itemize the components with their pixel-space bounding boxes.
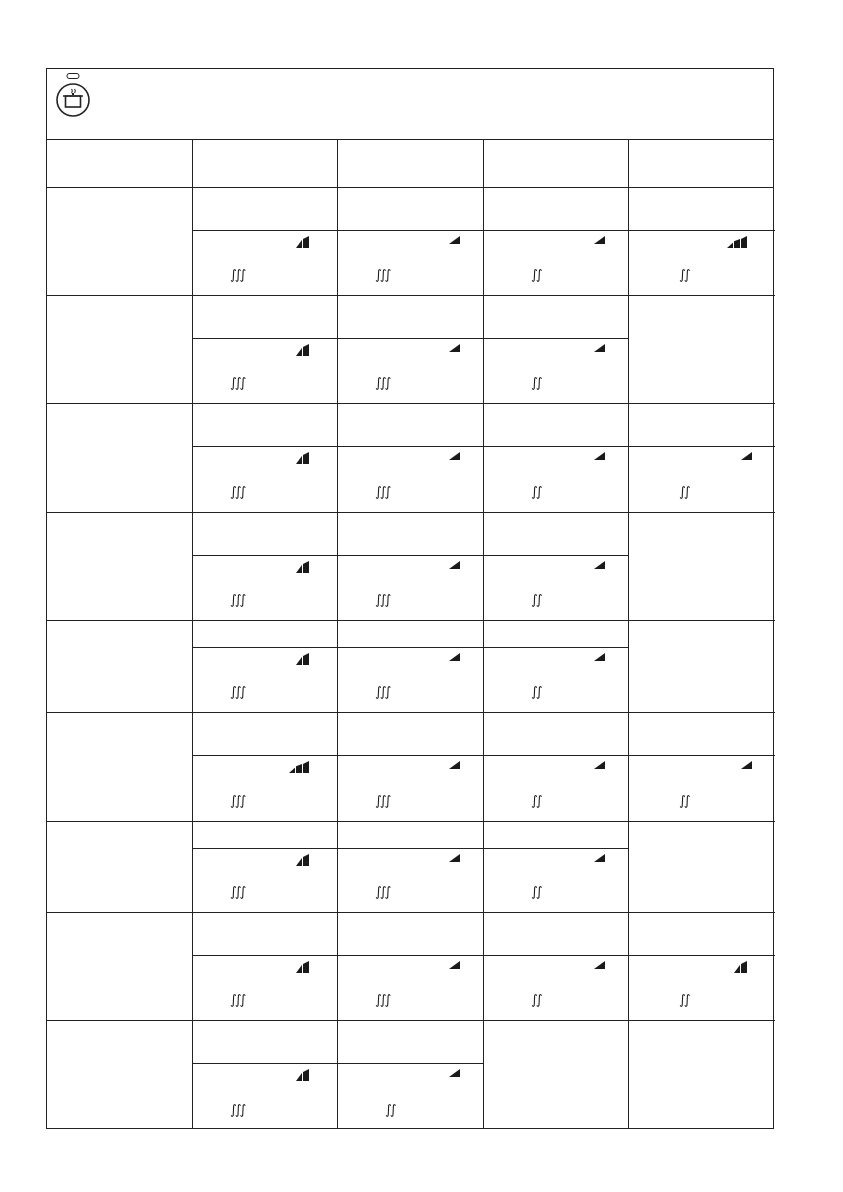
column-divider xyxy=(192,139,193,1128)
cell-split-line xyxy=(483,755,628,756)
steam-level-icon: ∫∫∫ xyxy=(230,593,245,608)
steam-level-icon: ∫∫ xyxy=(531,268,541,283)
steam-level-icon: ∫∫∫ xyxy=(375,376,390,391)
row-divider xyxy=(47,295,775,296)
cell-split-line xyxy=(192,755,337,756)
steam-level-icon: ∫∫∫ xyxy=(230,794,245,809)
cell-split-line xyxy=(337,848,483,849)
power-level-icon xyxy=(741,452,752,460)
column-header-row xyxy=(47,139,773,188)
cell-split-line xyxy=(192,446,337,447)
power-level-icon xyxy=(594,344,605,352)
steam-level-icon: ∫∫∫ xyxy=(375,885,390,900)
cell-split-line xyxy=(192,955,337,956)
row-divider xyxy=(47,512,775,513)
steam-level-icon: ∫∫∫ xyxy=(375,794,390,809)
power-level-icon xyxy=(296,653,309,665)
row-divider xyxy=(47,712,775,713)
steam-level-icon: ∫∫∫ xyxy=(230,1103,245,1118)
steam-level-icon: ∫∫ xyxy=(531,794,541,809)
steam-level-icon: ∫∫ xyxy=(531,685,541,700)
power-level-icon xyxy=(449,561,460,569)
cell-split-line xyxy=(192,647,337,648)
steam-level-icon: ∫∫∫ xyxy=(230,376,245,391)
row-divider xyxy=(47,403,775,404)
steam-level-icon: ∫∫∫ xyxy=(375,593,390,608)
cell-split-line xyxy=(192,1063,337,1064)
cell-split-line xyxy=(192,338,337,339)
cell-split-line xyxy=(628,446,775,447)
cell-split-line xyxy=(337,1063,483,1064)
steam-level-icon: ∫∫∫ xyxy=(375,485,390,500)
steam-level-icon: ∫∫ xyxy=(385,1103,395,1118)
power-level-icon xyxy=(449,761,460,769)
cell-split-line xyxy=(483,848,628,849)
power-level-icon xyxy=(449,344,460,352)
power-level-icon xyxy=(449,961,460,969)
power-level-icon xyxy=(449,854,460,862)
cell-split-line xyxy=(337,955,483,956)
cell-split-line xyxy=(337,230,483,231)
steam-level-icon: ∫∫ xyxy=(531,885,541,900)
power-level-icon xyxy=(296,961,309,973)
power-level-icon xyxy=(296,561,309,573)
power-level-icon xyxy=(296,344,309,356)
cell-split-line xyxy=(337,647,483,648)
steam-level-icon: ∫∫ xyxy=(531,485,541,500)
power-level-icon xyxy=(296,236,309,248)
row-divider xyxy=(47,620,775,621)
power-level-icon xyxy=(734,961,747,973)
power-level-icon xyxy=(449,452,460,460)
cell-split-line xyxy=(483,446,628,447)
steam-level-icon: ∫∫ xyxy=(531,593,541,608)
power-level-icon xyxy=(594,761,605,769)
steam-level-icon: ∫∫ xyxy=(531,993,541,1008)
steam-level-icon: ∫∫ xyxy=(679,485,689,500)
steam-level-icon: ∫∫∫ xyxy=(375,685,390,700)
column-divider xyxy=(337,139,338,1128)
power-level-icon xyxy=(594,961,605,969)
column-divider xyxy=(628,139,629,1128)
power-level-icon xyxy=(741,761,752,769)
cell-split-line xyxy=(337,446,483,447)
cell-split-line xyxy=(337,755,483,756)
cell-split-line xyxy=(192,848,337,849)
cell-split-line xyxy=(483,338,628,339)
steam-level-icon: ∫∫ xyxy=(679,268,689,283)
power-level-icon xyxy=(449,653,460,661)
steam-level-icon: ∫∫ xyxy=(531,376,541,391)
cell-split-line xyxy=(337,555,483,556)
cell-split-line xyxy=(337,338,483,339)
cell-split-line xyxy=(483,555,628,556)
cell-split-line xyxy=(628,230,775,231)
steam-level-icon: ∫∫∫ xyxy=(230,685,245,700)
power-level-icon xyxy=(594,854,605,862)
power-level-icon xyxy=(727,236,747,248)
table-header xyxy=(47,69,773,140)
steam-level-icon: ∫∫∫ xyxy=(375,268,390,283)
cell-split-line xyxy=(192,555,337,556)
steam-level-icon: ∫∫∫ xyxy=(230,993,245,1008)
column-divider xyxy=(483,139,484,1128)
steam-level-icon: ∫∫∫ xyxy=(230,268,245,283)
steam-level-icon: ∫∫∫ xyxy=(230,885,245,900)
row-divider xyxy=(47,1020,775,1021)
cell-split-line xyxy=(628,755,775,756)
steam-level-icon: ∫∫∫ xyxy=(375,993,390,1008)
power-level-icon xyxy=(594,452,605,460)
settings-table xyxy=(46,68,774,1129)
cell-split-line xyxy=(483,955,628,956)
power-level-icon xyxy=(449,1069,460,1077)
power-level-icon xyxy=(296,1069,309,1081)
cell-split-line xyxy=(192,230,337,231)
power-level-icon xyxy=(296,452,309,464)
power-level-icon xyxy=(594,236,605,244)
row-divider xyxy=(47,821,775,822)
pot-with-steam-indicator-icon xyxy=(53,73,93,119)
steam-level-icon: ∫∫∫ xyxy=(230,485,245,500)
power-level-icon xyxy=(289,761,309,773)
row-divider xyxy=(47,912,775,913)
power-level-icon xyxy=(594,653,605,661)
power-level-icon xyxy=(449,236,460,244)
steam-level-icon: ∫∫ xyxy=(679,794,689,809)
steam-level-icon: ∫∫ xyxy=(679,993,689,1008)
cell-split-line xyxy=(483,647,628,648)
power-level-icon xyxy=(296,854,309,866)
cell-split-line xyxy=(483,230,628,231)
power-level-icon xyxy=(594,561,605,569)
cell-split-line xyxy=(628,955,775,956)
